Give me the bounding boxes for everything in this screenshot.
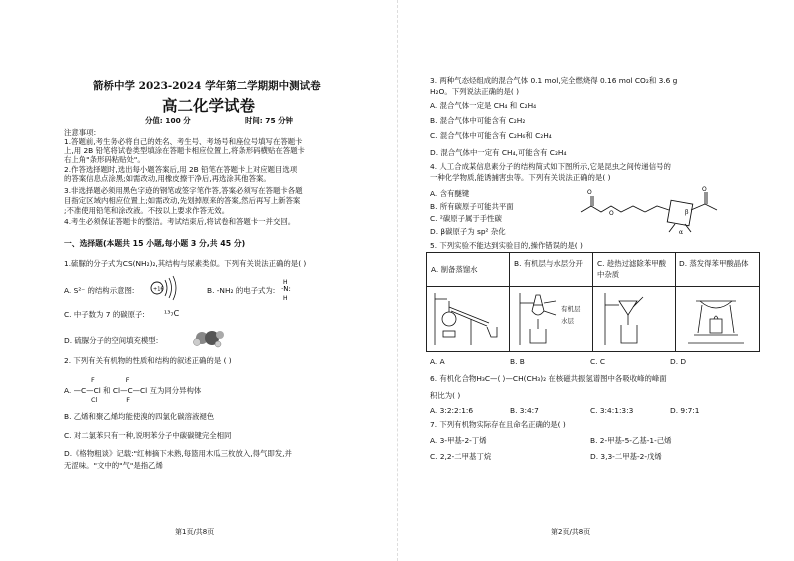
beta-label: β: [685, 209, 689, 216]
q7-option-c: C. 2,2-二甲基丁烷: [430, 452, 492, 461]
svg-text:O: O: [702, 186, 707, 193]
hot-filtration-icon: [597, 289, 673, 347]
note-line: 4.考生必须保证答题卡的整洁。考试结束后,将试卷和答题卡一并交回。: [64, 217, 296, 226]
score-label: 分值: 100 分: [145, 116, 191, 125]
note-line: 1.答题前,考生务必将自己的姓名、考生号、考场号和座位号填写在答题卡: [64, 137, 303, 146]
q3-option-b: B. 混合气体中可能含有 C₂H₂: [430, 116, 526, 125]
q4-stem-line1: 4. 人工合成某信息素分子的结构简式如下图所示,它是昆虫之间传递信号的: [430, 162, 671, 171]
q2-stem: 2. 下列有关有机物的性质和结构的叙述正确的是 ( ): [64, 356, 232, 365]
svg-text:O: O: [609, 210, 614, 217]
q4-option-b: B. 所有碳原子可能共平面: [430, 202, 514, 211]
note-line: 目指定区域内相应位置上;如需改动,先划掉原来的答案,然后再写上新答案: [64, 196, 301, 205]
svg-text:H: H: [283, 295, 288, 302]
q1-option-b: B. -NH₂ 的电子式为:: [207, 286, 276, 295]
q2-option-d-line2: 无涩味。"文中的"气"是指乙烯: [64, 461, 163, 470]
q5-choice-a: A. A: [430, 357, 445, 366]
q4-option-c: C. ²碳原子属于手性碳: [430, 214, 502, 223]
svg-text:H: H: [283, 279, 288, 286]
separatory-funnel-icon: [514, 289, 590, 347]
q7-stem: 7. 下列有机物实际存在且命名正确的是( ): [430, 420, 566, 429]
q3-option-d: D. 混合气体中一定有 CH₄,可能含有 C₂H₄: [430, 148, 567, 157]
note-line: 3.非选择题必须用黑色字迹的钢笔或签字笔作答,答案必须写在答题卡各题: [64, 186, 303, 195]
q7-option-d: D. 3,3-二甲基-2-戊烯: [590, 452, 662, 461]
q6-option-b: B. 3:4:7: [510, 406, 539, 415]
q2-option-d-line1: D.《格物粗谈》记载:"红柿摘下未熟,每篮用木瓜三枚放入,得气即发,并: [64, 449, 292, 458]
notes-heading: 注意事项:: [64, 128, 97, 137]
q6-stem-line2: 积比为( ): [430, 391, 461, 400]
water-layer-label: 水层: [561, 317, 574, 325]
q6-stem-line1: 6. 有机化合物H₃C—⟨ ⟩—CH(CH₃)₂ 在核磁共振氢谱图中各吸收峰的峰面: [430, 374, 667, 383]
q6-option-a: A. 3:2:2:1:6: [430, 406, 474, 415]
subject-title: 高二化学试卷: [162, 96, 256, 115]
note-line: 2.作答选择题时,选出每小题答案后,用 2B 铅笔在答题卡上对应题目选项: [64, 165, 298, 174]
q7-option-a: A. 3-甲基-2-丁烯: [430, 436, 487, 445]
sulfide-ion-diagram: [148, 274, 180, 302]
right-page: [397, 0, 794, 561]
page-footer: 第1页/共8页: [175, 528, 215, 536]
section-heading: 一、选择题(本题共 15 小题,每小题 3 分,共 45 分): [64, 239, 246, 248]
q6-option-c: C. 3:4:1:3:3: [590, 406, 634, 415]
q1-carbon-isotope: ¹³₇C: [164, 309, 180, 318]
q5-header-b: B. 有机层与水层分开: [514, 259, 583, 268]
time-label: 时间: 75 分钟: [245, 116, 293, 125]
q5-header-d: D. 蒸发得苯甲酸晶体: [679, 259, 749, 268]
exam-title: 箭桥中学 2023-2024 学年第二学期期中测试卷: [93, 80, 321, 92]
q1-stem: 1.硫脲的分子式为CS(NH₂)₂,其结构与尿素类似。下列有关说法正确的是( ): [64, 259, 307, 268]
svg-text:O: O: [587, 189, 592, 196]
q3-option-a: A. 混合气体一定是 CH₄ 和 C₂H₄: [430, 101, 537, 110]
q4-option-a: A. 含有醚键: [430, 189, 470, 198]
q5-choice-b: B. B: [510, 357, 525, 366]
nh2-electron-formula: [279, 278, 303, 302]
q2-a-atom-f: F F: [91, 376, 130, 384]
page-footer: 第2页/共8页: [551, 528, 591, 536]
q6-option-d: D. 9:7:1: [670, 406, 700, 415]
q5-apparatus-table: [426, 252, 760, 352]
q5-header-c: C. 趁热过滤除苯甲酸中杂质: [597, 259, 666, 279]
q3-option-c: C. 混合气体中可能含有 C₂H₆和 C₂H₄: [430, 131, 552, 140]
q7-option-b: B. 2-甲基-5-乙基-1-己烯: [590, 436, 672, 445]
q1-option-a: A. S²⁻ 的结构示意图:: [64, 286, 135, 295]
thiourea-space-filling-model: [188, 326, 232, 350]
note-line: ;不准使用铅笔和涂改液。不按以上要求作答无效。: [64, 206, 230, 215]
q4-stem-line2: 一种化学物质,能诱捕害虫等。下列有关说法正确的是( ): [430, 173, 611, 182]
distillation-apparatus-icon: [431, 289, 507, 347]
alpha-label: α: [679, 229, 684, 236]
svg-text:+16: +16: [153, 286, 164, 293]
q1-option-c: C. 中子数为 7 的碳原子:: [64, 310, 145, 319]
q1-option-d: D. 硫脲分子的空间填充模型:: [64, 336, 159, 345]
note-line: 的答案信息点涂黑;如需改动,用橡皮擦干净后,再选涂其他答案。: [64, 174, 271, 183]
evaporation-dish-icon: [680, 289, 756, 347]
q3-stem-line2: H₂O。下列说法正确的是( ): [430, 87, 519, 96]
q3-stem-line1: 3. 两种气态烃组成的混合气体 0.1 mol,完全燃烧得 0.16 mol CO₂和 3.6 g: [430, 76, 678, 85]
note-line: 右上角"条形码粘贴处"。: [64, 155, 145, 164]
q2-a-atom-cl: Cl F: [91, 396, 131, 404]
q2-option-b: B. 乙烯和聚乙烯均能使溴的四氯化碳溶液褪色: [64, 412, 215, 421]
q5-choice-c: C. C: [590, 357, 606, 366]
q2-option-a: A. —C—Cl 和 Cl—C—Cl 互为同分异构体: [64, 386, 202, 395]
svg-text:·N:: ·N:: [281, 285, 291, 293]
q5-stem: 5. 下列实验不能达到实验目的,操作错误的是( ): [430, 241, 583, 250]
q2-option-c: C. 对二氯苯只有一种,说明苯分子中碳碳键完全相同: [64, 431, 232, 440]
pheromone-structure-diagram: [575, 184, 755, 236]
q4-option-d: D. β碳原子为 sp² 杂化: [430, 227, 506, 236]
q5-choice-d: D. D: [670, 357, 687, 366]
organic-layer-label: 有机层: [561, 305, 581, 313]
note-line: 上,用 2B 铅笔将试卷类型填涂在答题卡相应位置上,将条形码横贴在答题卡: [64, 146, 305, 155]
q5-header-a: A. 制备蒸馏水: [431, 265, 478, 274]
